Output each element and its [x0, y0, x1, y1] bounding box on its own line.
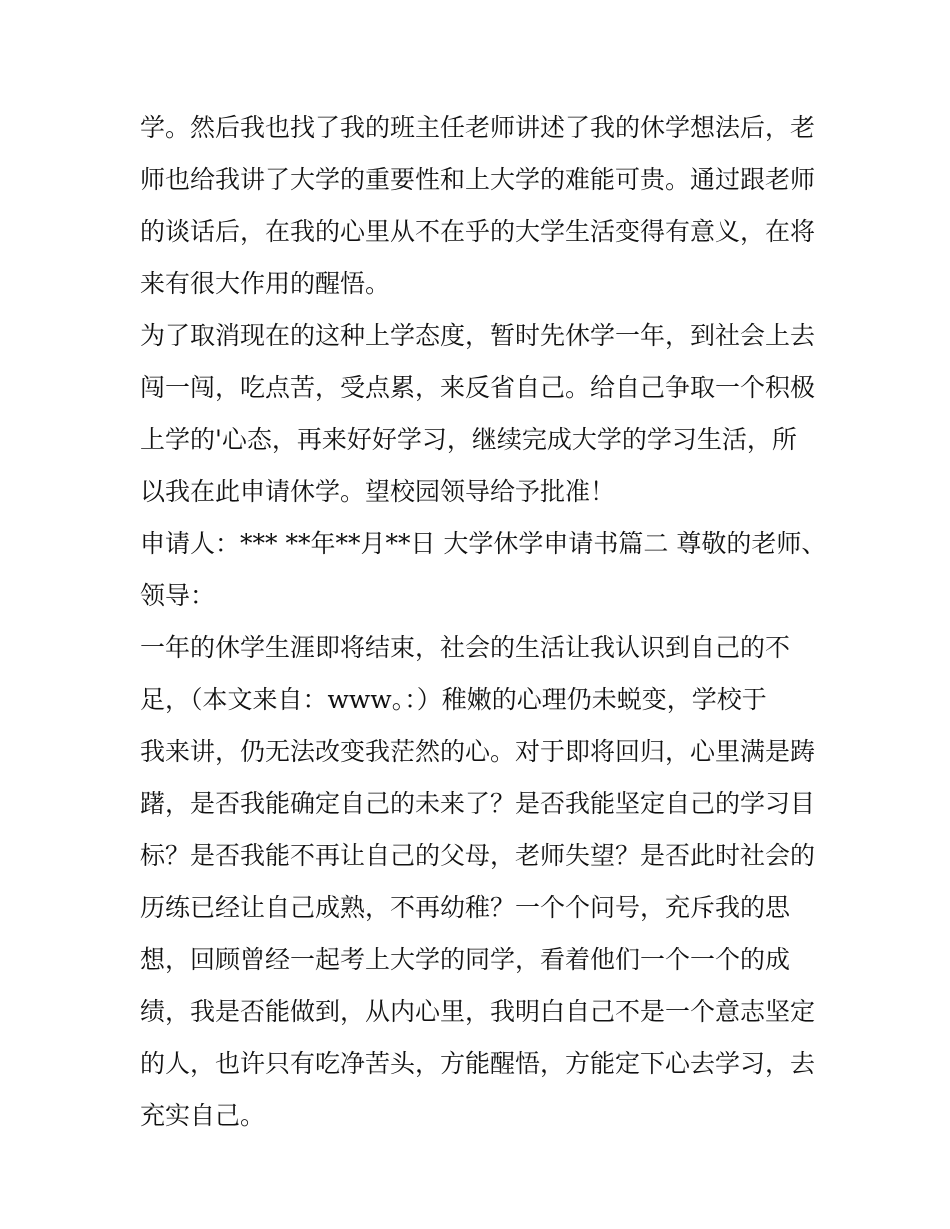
text-line: 充实自己。 [140, 1101, 266, 1130]
text-line: 躇，是否我能确定自己的未来了？是否我能坚定自己的学习目 [140, 789, 816, 818]
text-line: 绩，我是否能做到，从内心里，我明白自己不是一个意志坚定 [140, 997, 816, 1026]
text-line: 想，回顾曾经一起考上大学的同学，看着他们一个一个的成 [140, 945, 791, 974]
text-line: 以我在此申请休学。望校园领导给予批准！ [140, 477, 616, 506]
text-line: 领导： [140, 581, 216, 610]
text-line: 足，（本文来自：www。：）稚嫩的心理仍未蜕变，学校于 [140, 685, 767, 714]
text-line: 一年的休学生涯即将结束，社会的生活让我认识到自己的不 [140, 633, 791, 662]
text-line: 的人，也许只有吃净苦头，方能醒悟，方能定下心去学习，去 [140, 1049, 816, 1078]
text-line: 申请人：*** **年**月**日 大学休学申请书篇二 尊敬的老师、 [140, 529, 827, 558]
text-line: 闯一闯，吃点苦，受点累，来反省自己。给自己争取一个积极 [140, 373, 816, 402]
text-line: 我来讲，仍无法改变我茫然的心。对于即将回归，心里满是踌 [140, 737, 816, 766]
text-line: 上学的'心态，再来好好学习，继续完成大学的学习生活，所 [140, 425, 797, 454]
text-line: 学。然后我也找了我的班主任老师讲述了我的休学想法后，老 [140, 113, 816, 142]
text-line: 来有很大作用的醒悟。 [140, 269, 391, 298]
text-line: 为了取消现在的这种上学态度，暂时先休学一年，到社会上去 [140, 321, 816, 350]
text-line: 的谈话后，在我的心里从不在乎的大学生活变得有意义，在将 [140, 217, 816, 246]
text-line: 标？是否我能不再让自己的父母，老师失望？是否此时社会的 [140, 841, 816, 870]
text-line: 师也给我讲了大学的重要性和上大学的难能可贵。通过跟老师 [140, 165, 816, 194]
text-line: 历练已经让自己成熟，不再幼稚？一个个问号，充斥我的思 [140, 893, 791, 922]
